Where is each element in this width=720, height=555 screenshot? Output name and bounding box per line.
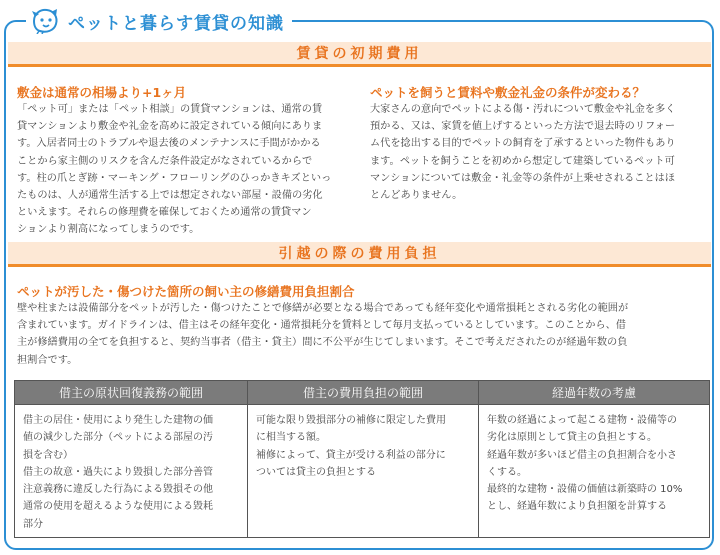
cell-line: とし、経過年数により負担額を計算する	[487, 501, 667, 513]
repair-share-paragraph	[17, 300, 709, 369]
table-header-cell: 経過年数の考慮	[479, 381, 710, 405]
deposit-paragraph	[17, 101, 359, 239]
cell-line: 経過年数が多いほど借主の負担割合を小さ	[487, 449, 677, 461]
table-row	[15, 405, 710, 538]
text-line: す。柱の爪とぎ跡・マーキング・フローリングのひっかきキズといっ	[17, 172, 332, 184]
repair-share-heading: ペットが汚した・傷つけた箇所の飼い主の修繕費用負担割合	[17, 284, 355, 299]
cell-line: 注意義務に違反した行為による毀損その他	[23, 484, 213, 496]
cell-line: 年数の経過によって起こる建物・設備等の	[487, 415, 677, 426]
conditions-paragraph	[370, 101, 710, 204]
table-cell-cost-scope	[248, 405, 479, 538]
text-line: ことから家主側のリスクを含んだ条件設定がなされているからで	[17, 155, 313, 167]
text-line: 担割合です。	[17, 354, 78, 366]
dog-face-logo-icon	[30, 8, 60, 34]
table-cell-restoration-scope	[15, 405, 248, 538]
conditions-heading: ペットを飼うと賃料や敷金礼金の条件が変わる？	[370, 85, 646, 100]
section-initial-costs-bar	[8, 42, 711, 67]
text-line: とんどありません。	[370, 190, 463, 202]
text-line: 大家さんの意向でペットによる傷・汚れについて敷金や礼金を多く	[370, 104, 676, 115]
section-initial-costs-title: 賃貸の初期費用	[296, 46, 423, 62]
text-line: マンションについては敷金・礼金等の条件が上乗せされることはほ	[370, 172, 675, 184]
text-line: ム代を捻出する目的でペットの飼育を了承するといった物件もあり	[370, 138, 676, 150]
text-line: といえます。それらの修理費を確保しておくため通常の賃貸マン	[17, 207, 312, 219]
text-line: ます。ペットを飼うことを初めから想定して建築しているペット可	[370, 155, 675, 167]
cell-line: 最終的な建物・設備の価値は新築時の 10%	[487, 484, 683, 496]
cell-line: 借主の故意・過失により毀損した部分善管	[23, 466, 213, 478]
cell-line: ついては貸主の負担とする	[256, 466, 376, 478]
cell-line: 借主の居住・使用により発生した建物の価	[23, 415, 213, 426]
text-line: たものは、人が通常生活する上では想定されない部屋・設備の劣化	[17, 190, 323, 202]
cell-line: 補修によって、貸主が受ける利益の部分に	[256, 449, 446, 461]
text-line: 含まれています。ガイドラインは、借主はその経年変化・通常損耗分を賃料として毎月支払っているとしています。このことから、借	[17, 320, 626, 332]
text-line: 貸マンションより敷金や礼金を高めに設定されている傾向にありま	[17, 121, 323, 133]
page-header	[26, 6, 292, 36]
cell-line: 値の減少した部分（ペットによる部屋の汚	[23, 432, 213, 444]
deposit-heading: 敷金は通常の相場より+1ヶ月	[17, 85, 187, 100]
section-moving-costs-title: 引越の際の費用負担	[278, 246, 441, 262]
text-line: 主が修繕費用の全てを負担すると、契約当事者（借主・貸主）間に不公平が生じてしまいます。そこで考えだされたのが経過年数の負	[17, 337, 628, 349]
text-line: す。入居者同士のトラブルや退去後のメンテナンスに手間がかかる	[17, 138, 321, 150]
cell-line: 部分	[23, 518, 43, 530]
cell-line: 可能な限り毀損部分の補修に限定した費用	[256, 415, 446, 426]
table-cell-elapsed-years	[479, 405, 710, 538]
text-line: ションより割高になってしまうのです。	[17, 224, 200, 236]
cell-line: に相当する額。	[256, 432, 326, 444]
table-header-cell: 借主の原状回復義務の範囲	[15, 381, 248, 405]
responsibility-table	[14, 380, 710, 538]
cell-line: 損を含む）	[23, 449, 73, 461]
table-header-row	[15, 381, 710, 405]
text-line: 「ペット可」または「ペット相談」の賃貸マンションは、通常の賃	[17, 104, 323, 115]
cell-line: 劣化は原則として貸主の負担とする。	[487, 432, 657, 444]
section-moving-costs-bar	[8, 242, 711, 267]
cell-line: 通常の使用を超えるような使用による毀耗	[23, 501, 213, 513]
table-header-cell: 借主の費用負担の範囲	[248, 381, 479, 405]
page-title: ペットと暮らす賃貸の知識	[68, 13, 284, 34]
cell-line: くする。	[487, 466, 527, 478]
text-line: 預かる、又は、家賃を値上げするといった方法で退去時のリフォー	[370, 121, 676, 133]
text-line: 壁や柱または設備部分をペットが汚した・傷つけたことで修繕が必要となる場合であっても経年変化や通常損耗とされる劣化の範囲が	[17, 303, 629, 314]
